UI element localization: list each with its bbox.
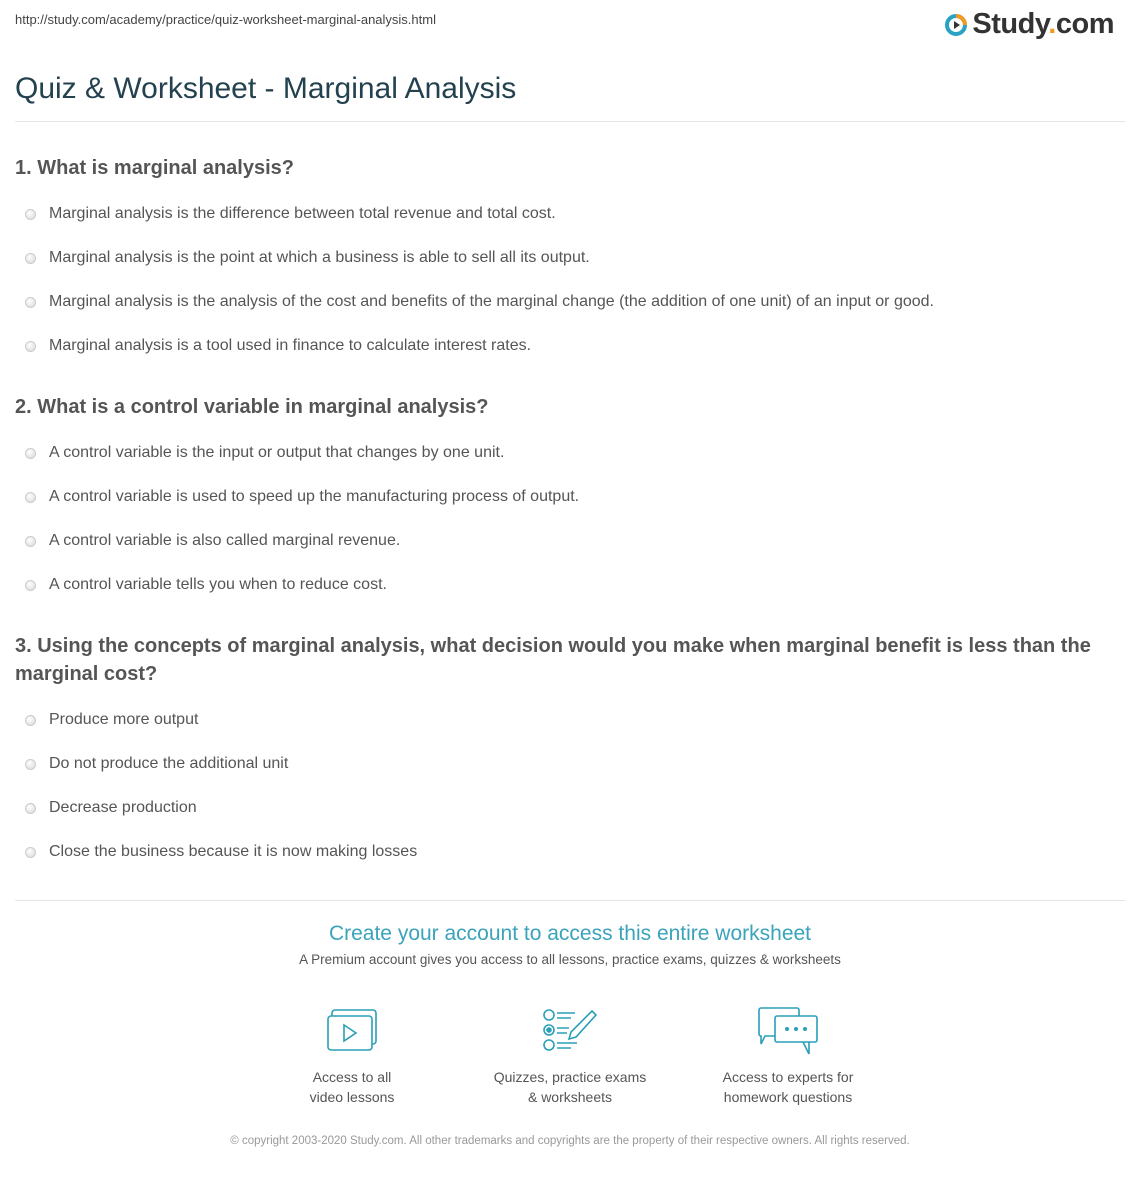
logo-dot: .	[1048, 8, 1056, 40]
radio-icon[interactable]	[25, 847, 36, 858]
feature-label: Quizzes, practice exams	[493, 1069, 647, 1085]
question-text: 3. Using the concepts of marginal analysis, what decision would you make when marginal benefit is less than the marginal cost?	[15, 635, 1091, 685]
radio-icon[interactable]	[25, 209, 36, 220]
radio-icon[interactable]	[25, 448, 36, 459]
copyright-footer: © copyright 2003-2020 Study.com. All other trademarks and copyrights are the property of their respective owners. All rights reserved.	[230, 1135, 910, 1147]
option-label: A control variable is used to speed up the manufacturing process of output.	[49, 488, 580, 505]
option-label: A control variable is the input or output that changes by one unit.	[49, 444, 505, 461]
video-lessons-icon	[326, 1005, 378, 1057]
radio-icon[interactable]	[25, 715, 36, 726]
page-title: Quiz & Worksheet - Marginal Analysis	[15, 72, 517, 105]
answer-option[interactable]	[15, 742, 1125, 786]
study-logo[interactable]	[944, 8, 1114, 41]
feature-quizzes	[486, 1005, 654, 1107]
answer-option[interactable]	[15, 698, 1125, 742]
logo-suffix: com	[1055, 8, 1114, 40]
radio-icon[interactable]	[25, 297, 36, 308]
option-label: Produce more output	[49, 711, 199, 728]
option-label: Marginal analysis is a tool used in finance to calculate interest rates.	[49, 337, 532, 354]
cta-subtext: A Premium account gives you access to all lessons, practice exams, quizzes & worksheets	[299, 952, 841, 967]
quiz-checklist-icon	[542, 1005, 598, 1057]
features	[0, 1005, 1140, 1107]
cta-heading[interactable]: Create your account to access this entire worksheet	[328, 922, 812, 945]
page-url: http://study.com/academy/practice/quiz-worksheet-marginal-analysis.html	[15, 12, 436, 27]
question-2	[15, 393, 1125, 607]
divider	[15, 121, 1125, 122]
feature-experts	[704, 1005, 872, 1107]
option-label: Close the business because it is now making losses	[49, 843, 418, 860]
radio-icon[interactable]	[25, 253, 36, 264]
feature-label: Access to all	[312, 1069, 392, 1085]
question-text: 1. What is marginal analysis?	[15, 157, 294, 179]
answer-option[interactable]	[15, 475, 1125, 519]
option-label: Decrease production	[49, 799, 197, 816]
feature-label: video lessons	[309, 1089, 395, 1105]
option-label: Marginal analysis is the point at which a business is able to sell all its output.	[49, 249, 590, 266]
option-label: A control variable tells you when to reduce cost.	[49, 576, 387, 593]
question-text: 2. What is a control variable in marginal analysis?	[15, 396, 489, 418]
play-logo-icon	[944, 13, 968, 37]
answer-option[interactable]	[15, 830, 1125, 874]
feature-label: homework questions	[723, 1089, 853, 1105]
option-label: Marginal analysis is the difference between total revenue and total cost.	[49, 205, 556, 222]
feature-label: Access to experts for	[722, 1069, 854, 1085]
answer-option[interactable]	[15, 236, 1125, 280]
signup-cta	[0, 922, 1140, 967]
logo-name: Study	[972, 8, 1049, 40]
option-label: Do not produce the additional unit	[49, 755, 289, 772]
answer-option[interactable]	[15, 519, 1125, 563]
radio-icon[interactable]	[25, 492, 36, 503]
chat-experts-icon	[757, 1005, 819, 1057]
radio-icon[interactable]	[25, 759, 36, 770]
feature-video-lessons	[268, 1005, 436, 1107]
question-1	[15, 154, 1125, 368]
radio-icon[interactable]	[25, 580, 36, 591]
answer-option[interactable]	[15, 786, 1125, 830]
quiz-questions	[15, 154, 1125, 899]
option-label: A control variable is also called marginal revenue.	[49, 532, 401, 549]
radio-icon[interactable]	[25, 803, 36, 814]
option-label: Marginal analysis is the analysis of the cost and benefits of the marginal change (the addition of one unit) of an input or good.	[49, 293, 934, 310]
answer-option[interactable]	[15, 280, 1125, 324]
answer-option[interactable]	[15, 324, 1125, 368]
question-3	[15, 632, 1125, 874]
answer-option[interactable]	[15, 563, 1125, 607]
feature-label: & worksheets	[527, 1089, 613, 1105]
radio-icon[interactable]	[25, 341, 36, 352]
answer-option[interactable]	[15, 192, 1125, 236]
answer-option[interactable]	[15, 431, 1125, 475]
divider	[15, 900, 1125, 901]
radio-icon[interactable]	[25, 536, 36, 547]
